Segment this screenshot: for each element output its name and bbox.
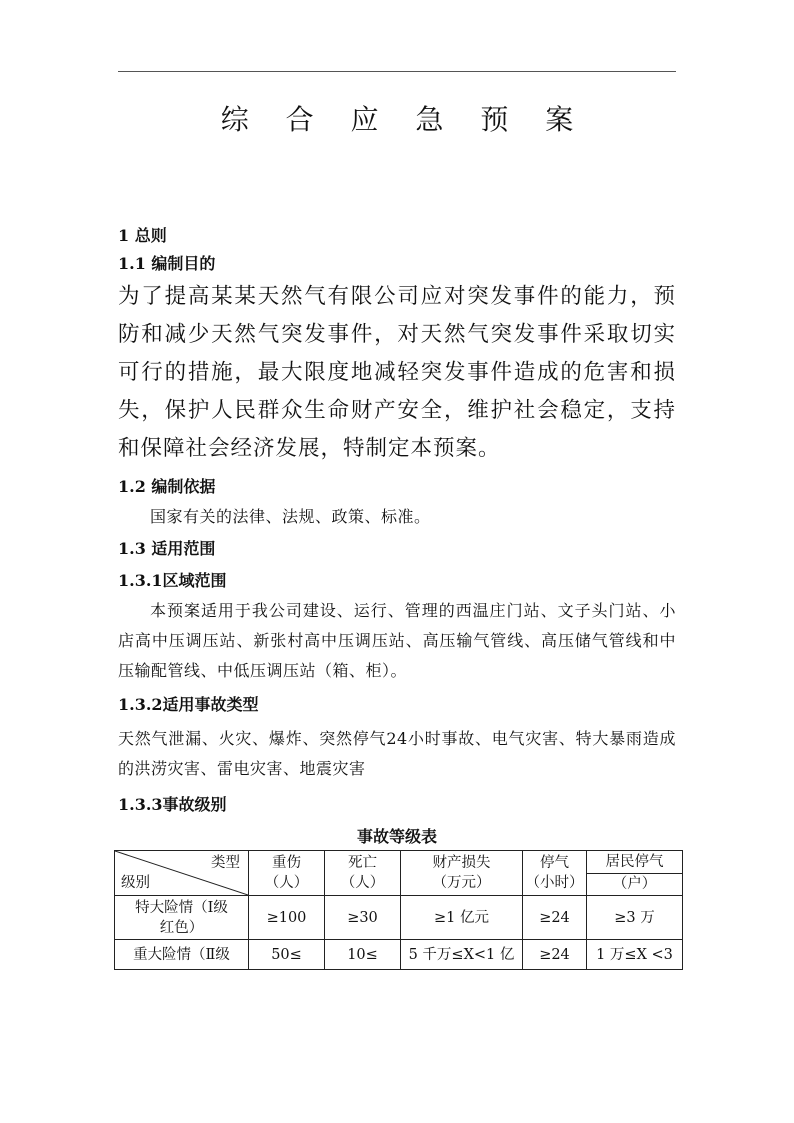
- residents-header: 居民停气 （户）: [587, 851, 683, 896]
- outage-header: 停气 （小时）: [523, 851, 587, 896]
- outage-cell: ≥24: [523, 940, 587, 970]
- injury-cell: ≥100: [249, 896, 325, 940]
- death-header: 死亡 （人）: [325, 851, 401, 896]
- section-1-1-body: 为了提高某某天然气有限公司应对突发事件的能力，预防和减少天然气突发事件，对天然气突发事件采取切实可行的措施，最大限度地减轻突发事件造成的危害和损失，保护人民群众生命财产安全，维护社会稳定，支持和保障社会经济发展，特制定本预案。: [118, 284, 676, 461]
- section-1-3-1-heading: 1.3.1区域范围: [118, 571, 227, 590]
- death-cell: ≥30: [325, 896, 401, 940]
- section-1-2-body: 国家有关的法律、法规、政策、标准。: [150, 507, 431, 526]
- table-row: [115, 896, 683, 940]
- table-header-row: [115, 851, 683, 896]
- property-header: 财产损失 （万元）: [401, 851, 523, 896]
- injury-cell: 50≤: [249, 940, 325, 970]
- section-1-3-2-body: 天然气泄漏、火灾、爆炸、突然停气24小时事故、电气灾害、特大暴雨造成的洪涝灾害、雷电灾害、地震灾害: [118, 729, 676, 778]
- level-cell: 重大险情（Ⅱ级: [115, 940, 249, 970]
- section-1-3-2-heading: 1.3.2适用事故类型: [118, 695, 259, 714]
- document-title: 综 合 应 急 预 案: [220, 103, 588, 136]
- header-rule: [118, 71, 676, 72]
- property-cell: ≥1 亿元: [401, 896, 523, 940]
- death-cell: 10≤: [325, 940, 401, 970]
- residents-cell: ≥3 万: [587, 896, 683, 940]
- outage-cell: ≥24: [523, 896, 587, 940]
- residents-cell: 1 万≤X <3: [587, 940, 683, 970]
- section-1-1-heading: 1.1 编制目的: [118, 254, 216, 273]
- table-row: [115, 940, 683, 970]
- level-label: 级别: [121, 875, 150, 891]
- section-1-3-heading: 1.3 适用范围: [118, 539, 216, 558]
- section-1-3-1-body: 本预案适用于我公司建设、运行、管理的西温庄门站、文子头门站、小店高中压调压站、新张村高中压调压站、高压输气管线、高压储气管线和中压输配管线、中低压调压站（箱、柜）。: [118, 601, 676, 680]
- table-caption: 事故等级表: [356, 827, 437, 846]
- type-label: 类型: [211, 855, 240, 871]
- section-1-2-heading: 1.2 编制依据: [118, 477, 216, 496]
- section-1-heading: 1 总则: [118, 226, 167, 245]
- level-cell: 特大险情（Ⅰ级 红色）: [115, 896, 249, 940]
- document-body: [118, 222, 676, 970]
- accident-level-table: [114, 850, 683, 970]
- section-1-3-3-heading: 1.3.3事故级别: [118, 795, 227, 814]
- injury-header: 重伤 （人）: [249, 851, 325, 896]
- property-cell: 5 千万≤X<1 亿: [401, 940, 523, 970]
- diagonal-header-cell: [115, 851, 249, 896]
